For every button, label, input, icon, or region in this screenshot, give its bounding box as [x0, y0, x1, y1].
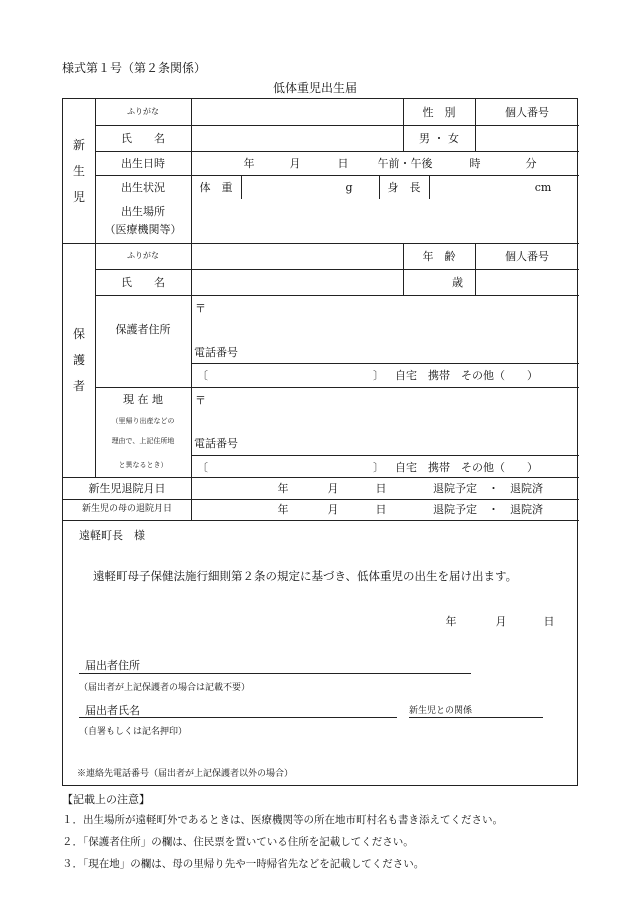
filer-address-underline [79, 673, 471, 674]
current-phone-bracket-close: 〕 [373, 460, 384, 474]
current-phone-field[interactable] [213, 457, 373, 477]
filer-address-label: 届出者住所 [85, 658, 140, 672]
declaration-day: 日 [543, 614, 555, 628]
form-number: 様式第１号（第２条関係） [62, 61, 207, 75]
current-phone-label: 電話番号 [194, 436, 238, 450]
birth-year-unit: 年 [243, 156, 255, 170]
mother-discharge-status-options[interactable]: 退院予定 ・ 退院済 [433, 503, 543, 516]
height-unit: cm [534, 180, 552, 194]
contact-phone-label: ※連絡先電話番号（届出者が上記保護者以外の場合） [77, 768, 294, 779]
current-phone-type-options[interactable]: 自宅 携帯 その他（ ） [395, 460, 538, 474]
birth-month-unit: 月 [289, 156, 301, 170]
newborn-furigana-label: ふりがな [127, 107, 159, 116]
declaration-statement: 遠軽町母子保健法施行細則第２条の規定に基づき、低体重児の出生を届け出ます。 [93, 569, 518, 584]
grid-line [191, 455, 579, 456]
gender-options[interactable]: 男 ・ 女 [419, 131, 459, 145]
birth-report-form [62, 98, 578, 786]
guardian-phone-label: 電話番号 [194, 345, 238, 359]
mother-discharge-month: 月 [327, 503, 339, 516]
age-unit: 歳 [452, 275, 463, 289]
birth-datetime-label: 出生日時 [121, 156, 165, 170]
newborn-discharge-label: 新生児退院月日 [88, 481, 166, 495]
filer-name-underline [79, 717, 397, 718]
note-item: ２．「保護者住所」の欄は、住民票を置いている住所を記載してください。 [62, 836, 414, 848]
current-location-note-2: 理由で、上記住所地 [111, 436, 175, 445]
weight-unit: g [345, 180, 353, 194]
birth-hour-unit: 時 [469, 156, 481, 170]
guardian-furigana-label: ふりがな [127, 251, 159, 260]
birthplace-sublabel: （医療機関等） [104, 222, 182, 236]
addressee: 遠軽町長 様 [79, 528, 145, 542]
filer-address-note: （届出者が上記保護者の場合は記載不要） [79, 682, 251, 693]
filer-name-label: 届出者氏名 [85, 703, 140, 717]
relation-label: 新生児との関係 [409, 705, 473, 716]
relation-underline [409, 717, 543, 718]
grid-line [95, 387, 579, 388]
guardian-address-field[interactable] [209, 299, 575, 339]
grid-line [191, 99, 192, 520]
guardian-postal-mark: 〒 [195, 301, 206, 315]
grid-line [63, 520, 579, 521]
newborn-name-field[interactable] [191, 125, 403, 151]
mother-discharge-year: 年 [277, 503, 289, 516]
guardian-id-label: 個人番号 [505, 249, 549, 263]
grid-line [241, 175, 242, 199]
birth-day-unit: 日 [337, 156, 349, 170]
declaration-year: 年 [445, 614, 457, 628]
relation-field[interactable] [483, 700, 543, 718]
newborn-name-label: 氏 名 [121, 131, 165, 145]
signature-note: （自署もしくは記名押印） [79, 726, 188, 737]
filer-name-field[interactable] [155, 700, 395, 718]
height-label: 身 長 [387, 180, 421, 194]
newborn-discharge-day: 日 [375, 481, 387, 495]
grid-line [191, 363, 579, 364]
guardian-id-field[interactable] [475, 269, 579, 295]
guardian-phone-bracket-close: 〕 [373, 368, 384, 382]
birthplace-field[interactable] [191, 199, 579, 243]
guardian-phone-type-options[interactable]: 自宅 携帯 その他（ ） [395, 368, 538, 382]
age-label: 年 齢 [422, 249, 456, 263]
newborn-discharge-status-options[interactable]: 退院予定 ・ 退院済 [433, 481, 543, 495]
gender-label: 性 別 [422, 105, 456, 119]
guardian-phone-bracket-open: 〔 [197, 368, 208, 382]
guardian-name-label: 氏 名 [121, 275, 165, 289]
birth-status-label: 出生状況 [121, 180, 165, 194]
birth-minute-unit: 分 [525, 156, 537, 170]
newborn-id-field[interactable] [475, 125, 579, 151]
newborn-discharge-year: 年 [277, 481, 289, 495]
guardian-address-label: 保護者住所 [115, 322, 171, 336]
guardian-furigana-field[interactable] [191, 243, 403, 269]
contact-phone-field[interactable] [333, 765, 573, 783]
birthplace-label: 出生場所 [121, 204, 165, 218]
birth-ampm-options[interactable]: 午前・午後 [377, 156, 433, 170]
newborn-furigana-field[interactable] [191, 99, 403, 125]
grid-line [429, 175, 430, 199]
notes-title: 【記載上の注意】 [62, 793, 150, 806]
current-postal-mark: 〒 [195, 393, 206, 407]
mother-discharge-label: 新生児の母の退院月日 [81, 504, 172, 514]
form-title: 低体重児出生届 [272, 81, 357, 95]
filer-address-field[interactable] [155, 655, 467, 673]
guardian-phone-field[interactable] [213, 365, 373, 385]
newborn-section-label: 新 生 児 [72, 138, 85, 204]
current-address-field[interactable] [209, 391, 575, 431]
mother-discharge-day: 日 [375, 503, 387, 516]
current-location-label: 現 在 地 [123, 392, 163, 406]
current-location-note-1: （里帰り出産などの [111, 416, 175, 425]
declaration-month: 月 [495, 614, 507, 628]
note-item: ３．「現在地」の欄は、母の里帰り先や一時帰省先などを記載してください。 [62, 858, 425, 870]
newborn-id-label: 個人番号 [505, 105, 549, 119]
guardian-section-label: 保 護 者 [72, 327, 85, 393]
newborn-discharge-month: 月 [327, 481, 339, 495]
guardian-name-field[interactable] [191, 269, 403, 295]
current-location-note-3: と異なるとき） [118, 460, 168, 469]
weight-label: 体 重 [199, 180, 233, 194]
note-item: １．出生場所が遠軽町外であるときは、医療機関等の所在地市町村名も書き添えてください。 [62, 814, 503, 826]
current-phone-bracket-open: 〔 [197, 460, 208, 474]
